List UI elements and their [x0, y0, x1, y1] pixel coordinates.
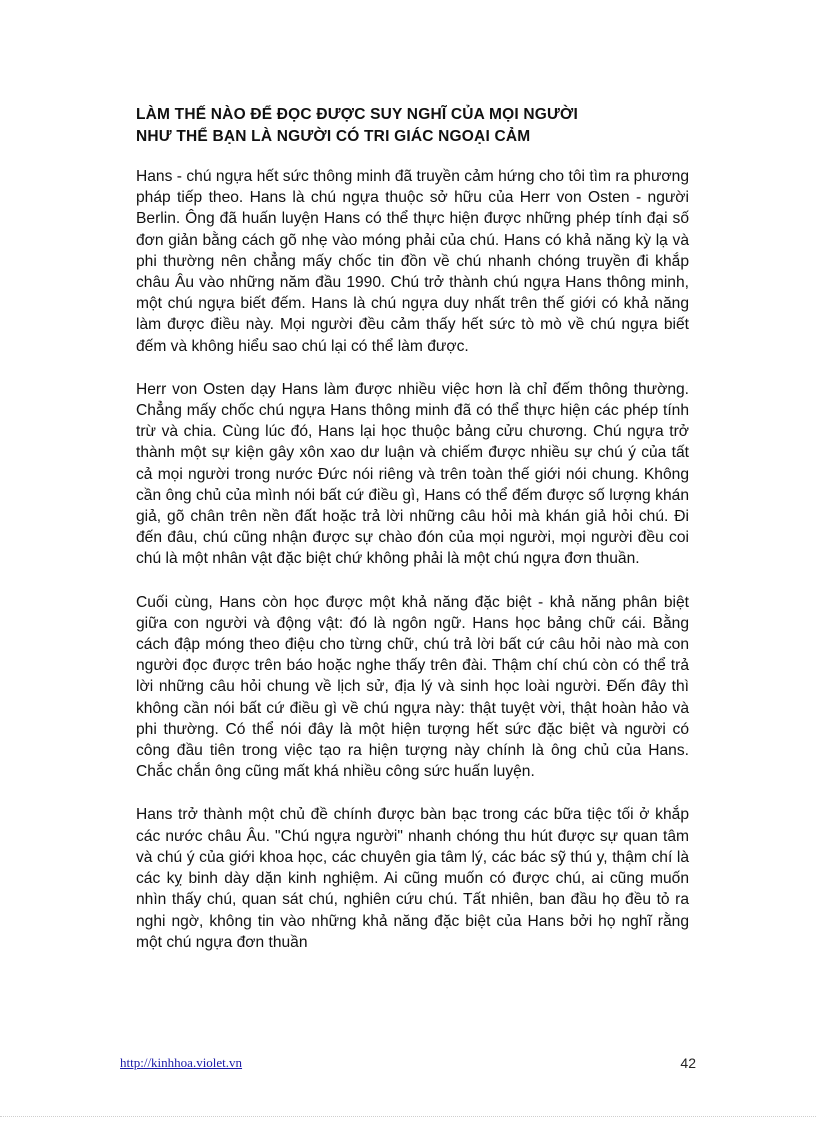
document-body — [136, 166, 689, 975]
chapter-title-line-2: NHƯ THỂ BẠN LÀ NGƯỜI CÓ TRI GIÁC NGOẠI CẢM — [136, 128, 531, 145]
paragraph-4: Hans trở thành một chủ đề chính được bàn bạc trong các bữa tiệc tối ở khắp các nước châu Âu. "Chú ngựa người" nhanh chóng thu hút được sự quan tâm và chú ý của giới khoa học, các chuyên gia tâm lý, các bác sỹ thú y, thậm chí là các kỵ binh dày dặn kinh nghiệm. Ai cũng muốn có được chú, ai cũng muốn nhìn thấy chú, quan sát chú, nghiên cứu chú. Tất nhiên, ban đầu họ đều tỏ ra nghi ngờ, không tin vào những khả năng đặc biệt của Hans bởi họ nghĩ rằng một chú ngựa đơn thuần — [136, 806, 689, 951]
page-bottom-edge — [0, 1116, 816, 1117]
paragraph-1: Hans - chú ngựa hết sức thông minh đã truyền cảm hứng cho tôi tìm ra phương pháp tiếp theo. Hans là chú ngựa thuộc sở hữu của Herr von Osten - người Berlin. Ông đã huấn luyện Hans có thể thực hiện được những phép tính đại số đơn giản bằng cách gõ nhẹ vào móng phải của chú. Hans có khả năng kỳ lạ và phi thường nên chẳng mấy chốc tin đồn về chú nhanh chóng truyền đi khắp châu Âu vào những năm đầu 1990. Chú trở thành chú ngựa Hans thông minh, một chú ngựa biết đếm. Hans là chú ngựa duy nhất trên thế giới có khả năng làm được điều này. Mọi người đều cảm thấy hết sức tò mò về chú ngựa biết đếm và không hiểu sao chú lại có thể làm được. — [136, 168, 689, 355]
page-number: 42 — [680, 1055, 696, 1071]
page-footer — [120, 1055, 696, 1075]
chapter-title-line-1: LÀM THẾ NÀO ĐỂ ĐỌC ĐƯỢC SUY NGHĨ CỦA MỌI NGƯỜI — [136, 106, 578, 123]
paragraph-3: Cuối cùng, Hans còn học được một khả năng đặc biệt - khả năng phân biệt giữa con người và động vật: đó là ngôn ngữ. Hans học bảng chữ cái. Bằng cách đập móng theo điệu cho từng chữ, chú trả lời bất cứ câu hỏi nào mà con người đọc được trên báo hoặc nghe thấy trên đài. Thậm chí chú còn có thể trả lời những câu hỏi chung về lịch sử, địa lý và sinh học loài người. Đến đây thì không cần nói bất cứ điều gì về chú ngựa này: thật tuyệt vời, thật hoàn hảo và phi thường. Có thể nói đây là một hiện tượng hết sức đặc biệt và người có công đầu tiên trong việc tạo ra hiện tượng này chính là ông chủ của Hans. Chắc chắn ông cũng mất khá nhiều công sức huấn luyện. — [136, 593, 689, 781]
footer-website-link[interactable]: http://kinhhoa.violet.vn — [120, 1055, 243, 1070]
chapter-title — [136, 104, 696, 148]
paragraph-2: Herr von Osten dạy Hans làm được nhiều việc hơn là chỉ đếm thông thường. Chẳng mấy chốc chú ngựa Hans thông minh đã có thể thực hiện các phép tính trừ và chia. Cùng lúc đó, Hans lại học thuộc bảng cửu chương. Chú ngựa trở thành một sự kiện gây xôn xao dư luận và chiếm được nhiều sự chú ý của tất cả mọi người trong nước Đức nói riêng và trên toàn thế giới nói chung. Không cần ông chủ của mình nói bất cứ điều gì, Hans có thể đếm được số lượng khán giả, gõ chân trên nền đất hoặc trả lời những câu hỏi mà khán giả hỏi chú. Đi đến đâu, chú cũng nhận được sự chào đón của mọi người, mọi người đều coi chú là một nhân vật đặc biệt chứ không phải là một chú ngựa đơn thuần. — [136, 380, 689, 568]
